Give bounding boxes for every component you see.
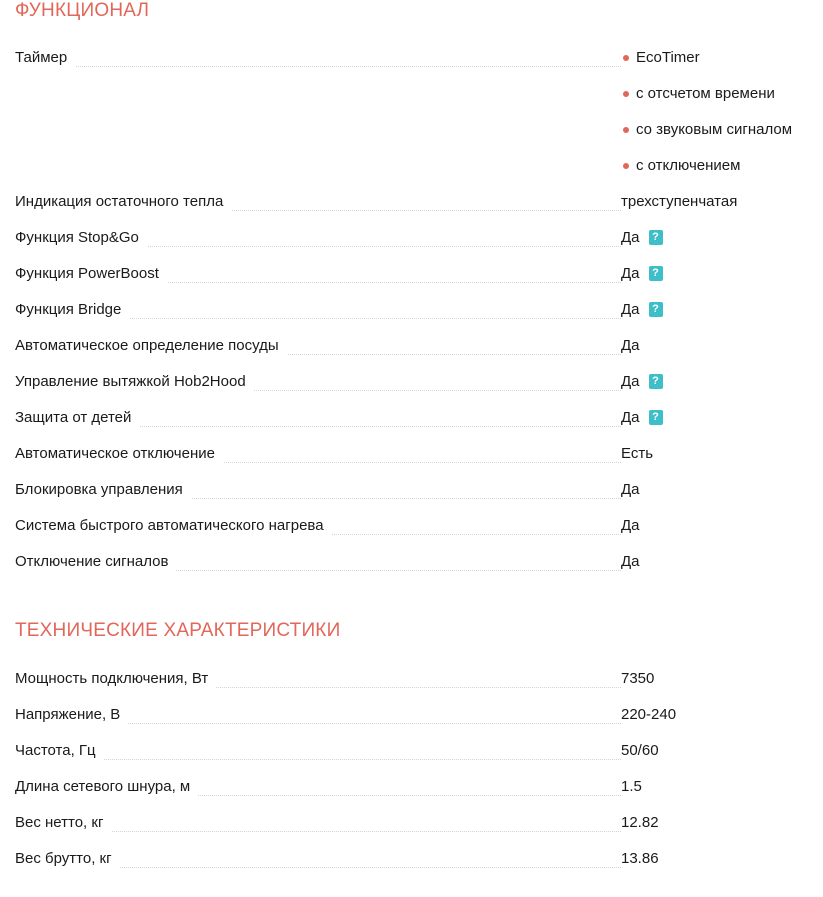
spec-label-cell: [15, 400, 621, 436]
spec-label: Функция PowerBoost: [15, 265, 167, 283]
spec-value: [621, 400, 823, 436]
spec-value: [621, 184, 823, 220]
spec-label: Система быстрого автоматического нагрева: [15, 517, 332, 535]
spec-value-text: 1.5: [621, 778, 642, 795]
spec-label-cell: [15, 292, 621, 328]
spec-value: [621, 733, 823, 769]
spec-value-text: Есть: [621, 445, 654, 462]
spec-label: Автоматическое отключение: [15, 445, 223, 463]
spec-value: [621, 697, 823, 733]
spec-values: [621, 697, 823, 733]
spec-value: [621, 292, 823, 328]
spec-value: [621, 508, 823, 544]
spec-values: [621, 661, 823, 697]
spec-value-text: Да: [621, 265, 640, 282]
spec-values: [621, 184, 823, 220]
spec-label: Таймер: [15, 49, 75, 67]
spec-value: [621, 76, 823, 112]
spec-values: [621, 472, 823, 508]
spec-label: Функция Stop&Go: [15, 229, 147, 247]
spec-label: Отключение сигналов: [15, 553, 176, 571]
spec-values: [621, 436, 823, 472]
spec-list-technical: [15, 661, 823, 877]
spec-values: [621, 508, 823, 544]
section-title-technical: ТЕХНИЧЕСКИЕ ХАРАКТЕРИСТИКИ: [15, 620, 341, 641]
spec-value: [621, 364, 823, 400]
spec-value-text: Да: [621, 517, 640, 534]
spec-value-text: с отсчетом времени: [636, 85, 775, 102]
spec-value-text: 7350: [621, 670, 655, 687]
spec-label: Управление вытяжкой Hob2Hood: [15, 373, 254, 391]
spec-value: [621, 472, 823, 508]
spec-row: [15, 472, 823, 508]
spec-value-text: Да: [621, 229, 640, 246]
spec-value: [621, 328, 823, 364]
spec-label-cell: [15, 697, 621, 733]
spec-value: [621, 661, 823, 697]
spec-label-cell: [15, 256, 621, 292]
spec-row: [15, 220, 823, 256]
spec-value: [621, 148, 823, 184]
section-title-functional: ФУНКЦИОНАЛ: [15, 0, 150, 21]
spec-value-text: 13.86: [621, 850, 659, 867]
spec-row: [15, 400, 823, 436]
spec-label-cell: [15, 328, 621, 364]
bullet-dot-icon: [623, 163, 629, 169]
spec-value-text: трехступенчатая: [621, 193, 738, 210]
spec-value: [621, 544, 823, 580]
spec-label-cell: [15, 544, 621, 580]
spec-label: Блокировка управления: [15, 481, 191, 499]
bullet-dot-icon: [623, 127, 629, 133]
spec-row: [15, 292, 823, 328]
spec-value-text: 220-240: [621, 706, 677, 723]
spec-value-text: Да: [621, 409, 640, 426]
spec-row: [15, 364, 823, 400]
spec-values: [621, 400, 823, 436]
spec-label: Индикация остаточного тепла: [15, 193, 231, 211]
spec-values: [621, 733, 823, 769]
spec-row: [15, 805, 823, 841]
spec-value-text: со звуковым сигналом: [636, 121, 793, 138]
spec-values: [621, 220, 823, 256]
dotted-leader: [15, 759, 621, 760]
help-question-icon[interactable]: ?: [649, 302, 663, 317]
spec-value-text: EcoTimer: [636, 49, 700, 66]
spec-row: [15, 328, 823, 364]
spec-label: Вес брутто, кг: [15, 850, 120, 868]
spec-value: [621, 112, 823, 148]
spec-label: Мощность подключения, Вт: [15, 670, 216, 688]
spec-label-cell: [15, 661, 621, 697]
help-question-icon[interactable]: ?: [649, 374, 663, 389]
spec-value: [621, 769, 823, 805]
spec-label-cell: [15, 841, 621, 877]
help-question-icon[interactable]: ?: [649, 266, 663, 281]
spec-label-cell: [15, 436, 621, 472]
spec-values: [621, 364, 823, 400]
help-question-icon[interactable]: ?: [649, 230, 663, 245]
spec-value: [621, 220, 823, 256]
spec-label-cell: [15, 472, 621, 508]
spec-row: [15, 508, 823, 544]
spec-label-cell: [15, 769, 621, 805]
spec-value: [621, 436, 823, 472]
spec-value: [621, 256, 823, 292]
spec-label-cell: [15, 508, 621, 544]
spec-values: [621, 256, 823, 292]
spec-value-text: 50/60: [621, 742, 659, 759]
spec-value-text: Да: [621, 301, 640, 318]
spec-value: [621, 841, 823, 877]
spec-label: Защита от детей: [15, 409, 139, 427]
help-question-icon[interactable]: ?: [649, 410, 663, 425]
spec-value-text: 12.82: [621, 814, 659, 831]
spec-label-cell: [15, 220, 621, 256]
spec-label-cell: [15, 184, 621, 220]
spec-value-text: с отключением: [636, 157, 741, 174]
spec-value-text: Да: [621, 373, 640, 390]
spec-row: [15, 841, 823, 877]
spec-value: [621, 40, 823, 76]
spec-label-cell: [15, 805, 621, 841]
spec-label: Напряжение, В: [15, 706, 128, 724]
spec-label: Функция Bridge: [15, 301, 129, 319]
spec-values: [621, 841, 823, 877]
spec-row: [15, 544, 823, 580]
bullet-dot-icon: [623, 91, 629, 97]
spec-label-cell: [15, 364, 621, 400]
spec-value-text: Да: [621, 337, 640, 354]
spec-row: [15, 661, 823, 697]
spec-label-cell: [15, 40, 621, 76]
spec-label: Автоматическое определение посуды: [15, 337, 287, 355]
spec-label-cell: [15, 733, 621, 769]
spec-values: [621, 769, 823, 805]
spec-values: [621, 805, 823, 841]
spec-value-text: Да: [621, 481, 640, 498]
spec-row: [15, 184, 823, 220]
spec-row: [15, 697, 823, 733]
spec-values: [621, 544, 823, 580]
bullet-dot-icon: [623, 55, 629, 61]
spec-value: [621, 805, 823, 841]
spec-label: Вес нетто, кг: [15, 814, 111, 832]
spec-list-functional: [15, 40, 823, 580]
dotted-leader: [15, 66, 621, 67]
spec-row: [15, 256, 823, 292]
spec-values: [621, 40, 823, 184]
spec-value-text: Да: [621, 553, 640, 570]
spec-values: [621, 292, 823, 328]
spec-row: [15, 733, 823, 769]
spec-row: [15, 40, 823, 184]
spec-label: Длина сетевого шнура, м: [15, 778, 198, 796]
spec-label: Частота, Гц: [15, 742, 104, 760]
spec-row: [15, 436, 823, 472]
spec-row: [15, 769, 823, 805]
spec-values: [621, 328, 823, 364]
